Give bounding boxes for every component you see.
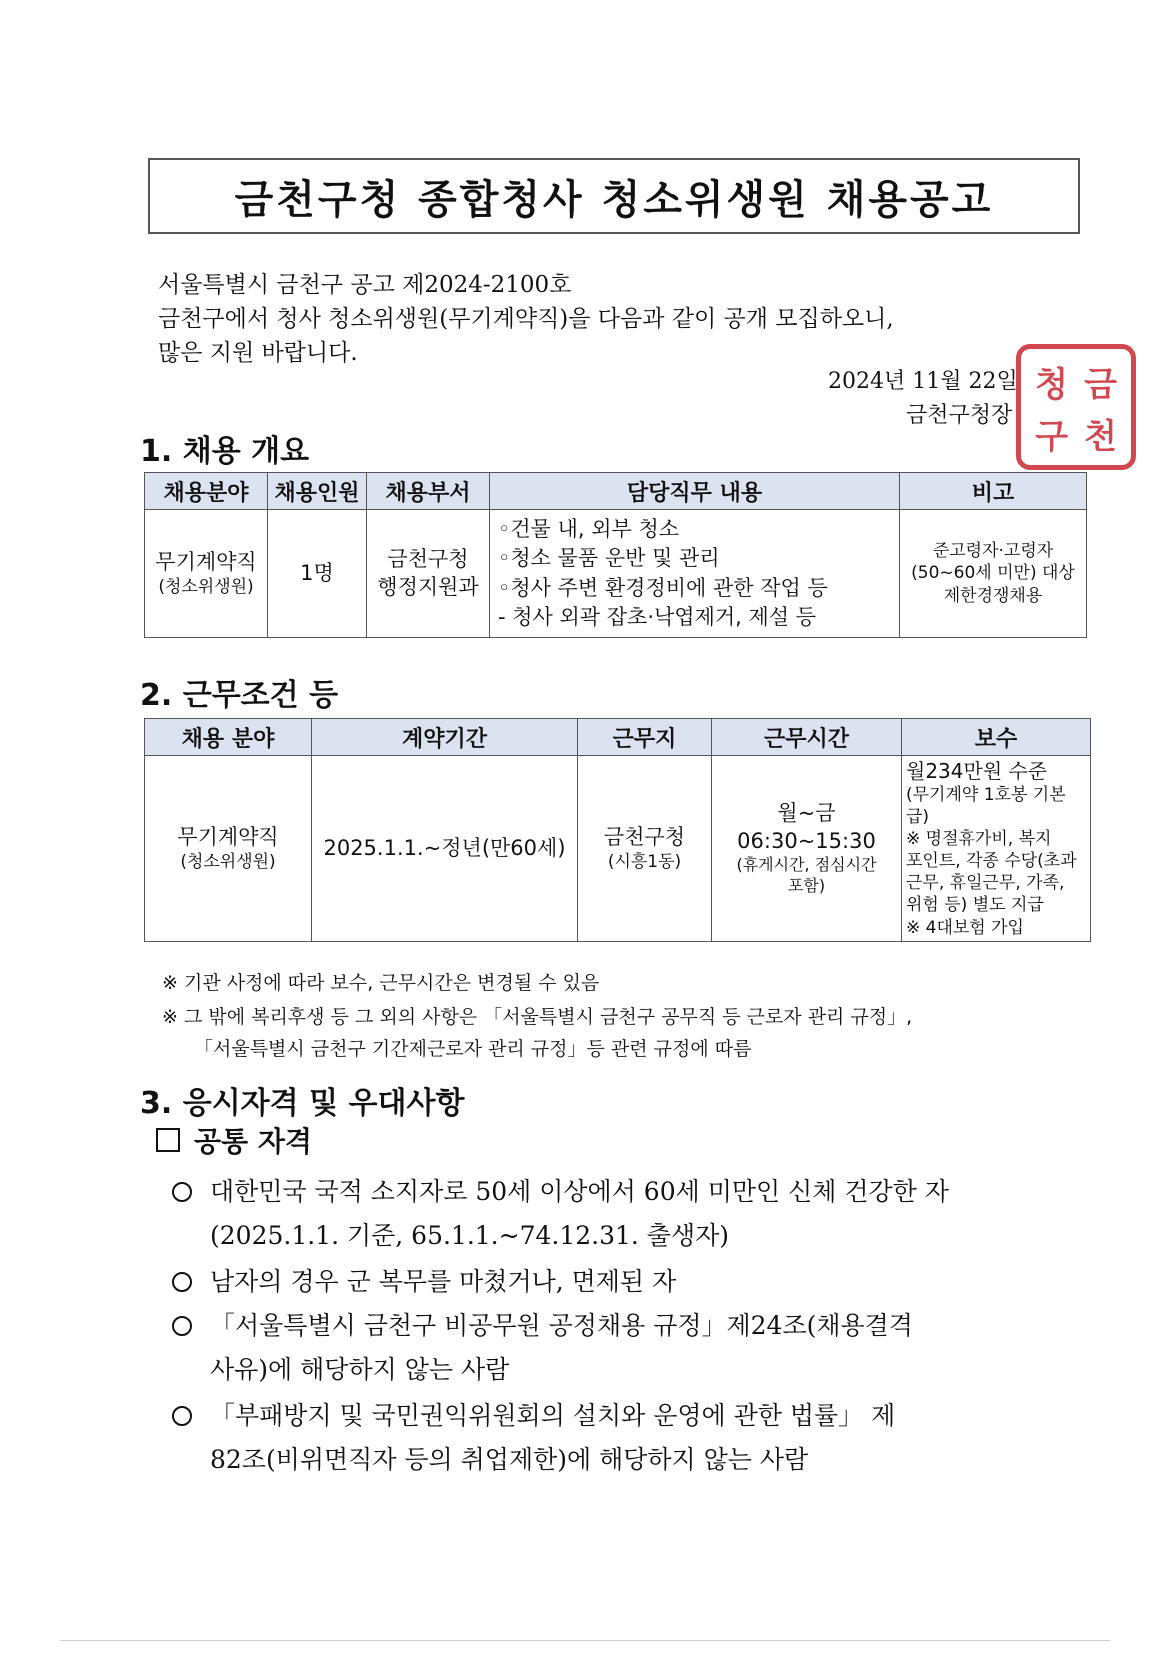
- table-header: 보수: [902, 719, 1091, 756]
- duty-item: - 청사 외곽 잡초·낙엽제거, 제설 등: [498, 604, 817, 629]
- dept-line: 행정지원과: [377, 574, 479, 599]
- section-3-heading: 3. 응시자격 및 우대사항: [140, 1086, 465, 1121]
- field-name: 무기계약직: [177, 824, 279, 849]
- qualification-text-continued: 사유)에 해당하지 않는 사람: [210, 1355, 510, 1384]
- remark-line: (50~60세 미만) 대상: [911, 563, 1075, 584]
- recruitment-overview-table: [144, 472, 1087, 638]
- section-1-heading: 1. 채용 개요: [140, 434, 310, 469]
- seal-char: 천: [1084, 416, 1117, 457]
- workplace-sub: (시흥1동): [607, 851, 682, 872]
- field-name: 무기계약직: [155, 549, 257, 574]
- work-days: 월~금: [777, 801, 836, 826]
- seal-char: 금: [1084, 364, 1117, 405]
- pay-line: (무기계약 1호봉 기본급): [906, 785, 1066, 828]
- table-header: 근무시간: [712, 719, 902, 756]
- work-hours-cell: [712, 756, 902, 942]
- workplace-cell: [578, 756, 712, 942]
- seal-char: 청: [1035, 364, 1068, 405]
- notice-date: 2024년 11월 22일: [828, 369, 1018, 394]
- intro-text-line-1: 금천구에서 청사 청소위생원(무기계약직)을 다음과 같이 공개 모집하오니,: [158, 306, 894, 332]
- qualification-text: 대한민국 국적 소지자로 50세 이상에서 60세 미만인 신체 건강한 자: [210, 1177, 949, 1206]
- remarks-cell: [900, 510, 1087, 638]
- qualification-text-continued: 82조(비위면직자 등의 취업제한)에 해당하지 않는 사람: [210, 1445, 809, 1474]
- pay-line: 월234만원 수준: [906, 759, 1048, 783]
- note-1: ※ 기관 사정에 따라 보수, 근무시간은 변경될 수 있음: [162, 972, 600, 994]
- page-bottom-divider: [60, 1640, 1110, 1641]
- pay-line: ※ 4대보험 가입: [906, 917, 1024, 938]
- common-qualification-heading: [156, 1120, 312, 1160]
- duty-item: ◦청사 주변 환경정비에 관한 작업 등: [498, 575, 828, 600]
- pay-line: 위험 등) 별도 지급: [906, 895, 1044, 916]
- table-header: 계약기간: [312, 719, 578, 756]
- table-header: 채용부서: [367, 473, 490, 510]
- square-bullet-icon: [156, 1128, 180, 1152]
- break-note: 포함): [787, 875, 826, 895]
- issuer-name: 금천구청장: [906, 403, 1013, 428]
- note-2: ※ 그 밖에 복리후생 등 그 외의 사항은 「서울특별시 금천구 공무직 등 근로자 관리 규정」,: [162, 1006, 913, 1028]
- work-hours: 06:30~15:30: [737, 828, 876, 853]
- field-sub: (청소위생원): [180, 851, 276, 872]
- count-cell: 1명: [268, 510, 367, 638]
- qualification-item: [172, 1396, 895, 1432]
- qualification-item: [172, 1172, 949, 1208]
- contract-period-cell: 2025.1.1.~정년(만60세): [312, 756, 578, 942]
- table-header: 비고: [900, 473, 1087, 510]
- dept-cell: [367, 510, 490, 638]
- table-header: 담당직무 내용: [490, 473, 900, 510]
- working-conditions-table: [144, 718, 1091, 942]
- field-cell: [145, 756, 312, 942]
- duty-item: ◦청소 물품 운반 및 관리: [498, 546, 720, 571]
- qualification-text-continued: (2025.1.1. 기준, 65.1.1.~74.12.31. 출생자): [210, 1221, 730, 1250]
- duty-item: ◦건물 내, 외부 청소: [498, 516, 680, 541]
- qualification-text: 남자의 경우 군 복무를 마쳤거나, 면제된 자: [210, 1267, 677, 1296]
- table-header: 채용분야: [145, 473, 268, 510]
- circle-bullet-icon: [172, 1272, 192, 1292]
- circle-bullet-icon: [172, 1316, 192, 1336]
- circle-bullet-icon: [172, 1182, 192, 1202]
- qualification-item: [172, 1262, 676, 1298]
- pay-line: 근무, 휴일근무, 가족,: [906, 873, 1065, 894]
- notice-number: 서울특별시 금천구 공고 제2024-2100호: [158, 272, 572, 298]
- remark-line: 준고령자·고령자: [932, 541, 1054, 562]
- qualification-text: 「부패방지 및 국민권익위원회의 설치와 운영에 관한 법률」 제: [210, 1401, 896, 1430]
- table-header: 근무지: [578, 719, 712, 756]
- note-2-continued: 「서울특별시 금천구 기간제근로자 관리 규정」등 관련 규정에 따름: [194, 1038, 752, 1060]
- sub-heading-text: 공통 자격: [194, 1125, 312, 1158]
- seal-char: 구: [1035, 416, 1068, 457]
- table-header: 채용인원: [268, 473, 367, 510]
- dept-line: 금천구청: [387, 547, 469, 572]
- table-header: 채용 분야: [145, 719, 312, 756]
- field-sub: (청소위생원): [158, 577, 254, 598]
- document-title: 금천구청 종합청사 청소위생원 채용공고: [148, 158, 1080, 234]
- qualification-item: [172, 1306, 913, 1342]
- field-cell: [145, 510, 268, 638]
- workplace-name: 금천구청: [603, 824, 686, 849]
- break-note: (휴게시간, 점심시간: [736, 854, 877, 874]
- section-2-heading: 2. 근무조건 등: [140, 678, 339, 713]
- pay-cell: [902, 756, 1091, 942]
- intro-text-line-2: 많은 지원 바랍니다.: [158, 340, 358, 366]
- duties-cell: [490, 510, 900, 638]
- remark-line: 제한경쟁채용: [943, 585, 1043, 606]
- pay-line: ※ 명절휴가비, 복지: [906, 829, 1052, 850]
- qualification-text: 「서울특별시 금천구 비공무원 공정채용 규정」제24조(채용결격: [210, 1311, 913, 1340]
- pay-line: 포인트, 각종 수당(초과: [906, 851, 1077, 872]
- official-seal-stamp: [1016, 344, 1136, 470]
- circle-bullet-icon: [172, 1406, 192, 1426]
